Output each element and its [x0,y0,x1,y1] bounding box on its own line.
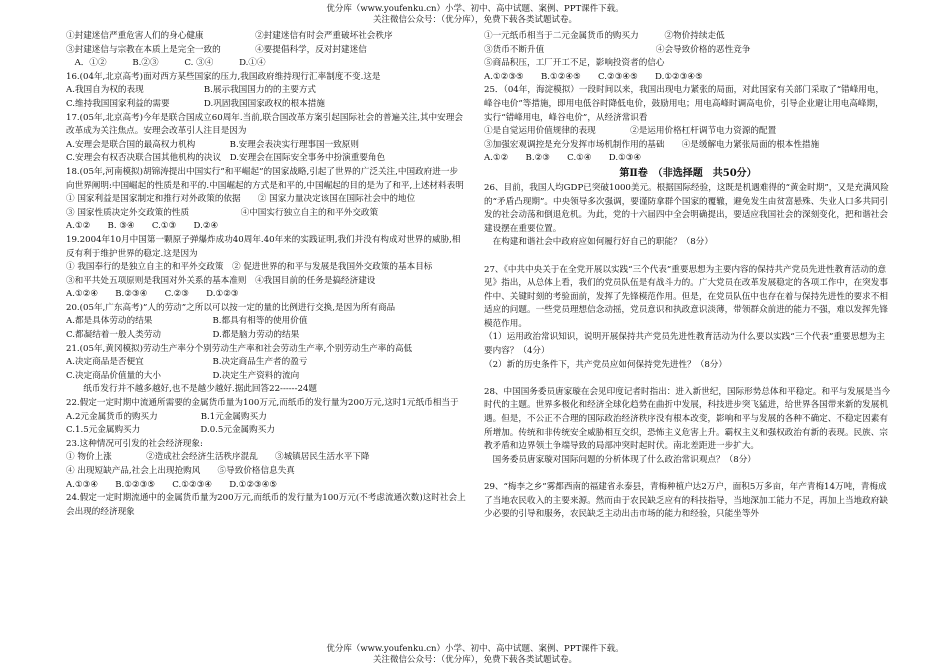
text-line: A.2元金属货币的购买力 B.1元金属购买力 [66,411,267,422]
answer-options: A.①②③⑤ B.①②④⑤ C.②③④⑤ D.①②③④⑤ [484,71,703,82]
text-line: ④ 出现短缺产品,社会上出现抢购风 ⑤导致价格信息失真 [66,466,295,476]
text-line: ③ 国家性质决定外交政策的性质 ④中国实行独立自主的和平外交政策 [66,207,379,218]
answer-options: A.①② B. ③④ C.①③ D.②④ [66,221,219,232]
material-intro: 纸币发行并不越多越好,也不是越少越好.据此回答22------24题 [66,384,318,395]
question-24: 24.假定一定时期流通中的金属货币量为200万元,而纸币的发行量为100万元(不考虑流通次数)这时社会上会出现的经济现象 [66,493,466,517]
text-line: C.安理会有权否决联合国其他机构的决议 D.安理会在国际安全事务中扮演重要角色 [66,153,386,164]
answer-options: A．①② B.②③ C. ③④ D.①④ [66,58,266,69]
question-21: 21.(05年,黄冈模拟)劳动生产率分个别劳动生产率和社会劳动生产率,个别劳动生产率的高低 [66,343,413,354]
text-line: C.决定商品价值量的大小 D.决定生产资料的流向 [66,370,300,381]
header-line-1: 优分库（www.youfenku.cn）小学、初中、高中试题、案例、PPT课件下载。 [326,4,624,14]
text-line: ①封建迷信严重危害人们的身心健康 ②封建迷信有时会严重破坏社会秩序 [66,31,393,41]
text-line: ③和平共处五项原则是我国对外关系的基本准则 ④我国目前的任务是搞经济建设 [66,275,376,286]
text-line: C.都凝结着一般人类劳动 D.都是脑力劳动的结果 [66,330,300,341]
answer-options: A.①② B.②③ C.①④ D.①③④ [484,153,642,164]
question-23: 23.这种情况可引发的社会经济现象: [66,438,203,449]
text-line: ① 我国奉行的是独立自主的和平外交政策 ② 促进世界的和平与发展是我国外交政策的基本目标 [66,262,433,273]
right-column [484,30,892,522]
question-19: 19.2004年10月中国第一颗原子弹爆炸成功40周年.40年来的实践证明,我们并没有构成对世界的威胁,相反有利于维护世界的稳定.这是因为 [66,234,461,259]
text-line: C.1.5元金属购买力 D.0.5元金属购买力 [66,425,275,436]
text-line: ①是自觉运用价值规律的表现 ②是运用价格杠杆调节电力资源的配置 [484,126,777,137]
text-line: ①一元纸币相当于二元金属货币的购买力 ②物价持续走低 [484,31,725,41]
text-line: ① 国家利益是国家制定和推行对外政策的依据 ② 国家力量决定该国在国际社会中的地位 [66,194,416,205]
text-line: ③加强宏观调控是充分发挥市场机制作用的基础 ④是缓解电力紧张局面的根本性措施 [484,139,820,150]
text-line: C.维持我国国家利益的需要 D.巩固我国国家政权的根本措施 [66,98,325,109]
question-20: 20.(05年,广东高考)”人的劳动”之所以可以按一定的量的比例进行交换,是因为所有商品 [66,302,396,313]
question-27-part-1: （1）运用政治常识知识，说明开展保持共产党员先进性教育活动为什么要以实践“三个代表”重要思想为主要内容？（4分） [484,332,885,357]
page-header [0,4,950,26]
question-17: 17.(05年,北京高考)今年是联合国成立60周年.当前,联合国改革方案引起国际社会的普遍关注,其中安理会改革成为关注焦点。安理会改革引人注目是因为 [66,112,463,137]
answer-options: A.①③④ B.①②③⑤ C.①②③④ D.①②③④⑤ [66,479,278,490]
question-22: 22.假定一定时期中流通所需要的金属货币量为100万元,而纸币的发行量为200万元,这时1元纸币相当于 [66,398,459,409]
question-28-prompt: 国务委员唐家璇对国际问题的分析体现了什么政治常识观点？（8分） [484,454,756,465]
question-27-part-2: （2）新的历史条件下，共产党员应如何保持党先进性？（8分） [484,359,727,370]
text-line: A.我国自为权的表现 B.展示我国国力的的主要方式 [66,85,317,96]
text-line: ⑤商品积压，工厂开工不足，影响投资者的信心 [484,58,665,69]
text-line: A.安理会是联合国的最高权力机构 B.安理会表决实行理事国一致原则 [66,139,359,150]
text-line: A.都是具体劳动的结果 B.都具有相等的使用价值 [66,316,308,327]
question-29: 29、“梅李之乡”雾都西南的福建省永泰县，青梅种植户达2万户，面积5万多亩，年产青梅14万吨，青梅成了当地农民收入的主要来源。然而由于农民缺乏应有的科技指导，当地深加工能力不足，再加上当地政府缺少必要的引导和服务，农民缺乏主动出击市场的能力和经验，只能坐等外 [484,482,888,520]
left-column [66,30,466,519]
spacer [484,467,892,481]
spacer [484,372,892,386]
text-line: A.决定商品是否便宜 B.决定商品生产者的盈亏 [66,357,308,368]
question-26-prompt: 在构建和谐社会中政府应如何履行好自己的职能？（8分） [484,237,713,248]
answer-options: A.①②④ B.②③④ C.②③ D.①②③ [66,289,239,300]
footer-line-2: 关注微信公众号：（优分库），免费下载各类试题试卷。 [372,655,577,665]
question-18: 18.(05年,河南模拟)胡锦涛提出中国实行”和平崛起”的国家战略,引起了世界的广泛关注,中国政府进一步向世界阐明:中国崛起的性质是和平的.中国崛起的方式是和平的,中国崛起的目的是为了和平,上述材料表明 [66,166,464,191]
section-title: 第Ⅱ卷 （非选择题 共50分） [619,167,757,179]
question-27: 27、《中共中央关于在全党开展以实践“三个代表”重要思想为主要内容的保持共产党员先进性教育活动的意见》指出，从总体上看，我们的党员队伍是有战斗力的。广大党员在改革发展稳定的各项工作中，在突发事件中、关键时刻的考验面前，发挥了先锋模范作用。但是，在党员队伍中也存在着与保持先进性的要求不相适应的问题。一些党员理想信念动摇，党员意识和执政意识淡薄，带领群众前进的能力不强，难以发挥先锋模范作用。 [484,264,888,329]
footer-line-1: 优分库（www.youfenku.cn）小学、初中、高中试题、案例、PPT课件下载。 [326,644,624,654]
text-line: ③封建迷信与宗教在本质上是完全一致的 ④要提倡科学，反对封建迷信 [66,44,367,55]
spacer [484,250,892,264]
question-16: 16.(04年,北京高考)面对西方某些国家的压力,我国政府维持现行汇率制度不变.这是 [66,71,381,82]
question-26: 26、目前，我国人均GDP已突破1000美元。根据国际经验，这既是机遇难得的“黄金时期”，又是充满风险的“矛盾凸现期”。中央领导多次强调，要谨防拿群个国家的覆辙，避免发生由贫富悬殊、失业人口多共同引发的社会动荡和倒退危机。为此，党的十六届四中全会明确提出，要适应我国社会的深刻变化，把和谐社会建设摆在重要位置。 [484,182,889,234]
question-28: 28、中国国务委员唐家璇在会见印度记者时指出：进入新世纪，国际形势总体和平稳定。和平与发展是当今时代的主题。世界多极化和经济全球化趋势在曲折中发展，科技进步突飞猛进，给世界各国带来新的发展机遇。但是，不公正不合理的国际政治经济秩序没有根本改变，影响和平与发展的各种不确定、不稳定因素有所增加。传统和非传统安全威胁相互交织，恐怖主义危害上升。霸权主义和强权政治有新的表现。民族、宗教矛盾和边界领土争端导致的局部冲突时起时伏。南北差距进一步扩大。 [484,386,891,452]
header-line-2: 关注微信公众号：（优分库），免费下载各类试题试卷。 [372,15,577,25]
text-line: ③货币不断升值 ④会导致价格的恶性竞争 [484,44,751,55]
text-line: ① 物价上涨 ②造成社会经济生活秩序混乱 ③城镇居民生活水平下降 [66,452,370,463]
question-25: 25．（04年，海淀模拟）一段时间以来，我国出现电力紧张的局面，对此国家有关部门采取了“错峰用电，峰谷电价”等措施，即用电低谷时降低电价，鼓励用电；用电高峰时调高电价，引导企业避让用电高峰期，实行“错峰用电，峰谷电价”，从经济常识看 [484,85,885,123]
page-footer [0,644,950,666]
